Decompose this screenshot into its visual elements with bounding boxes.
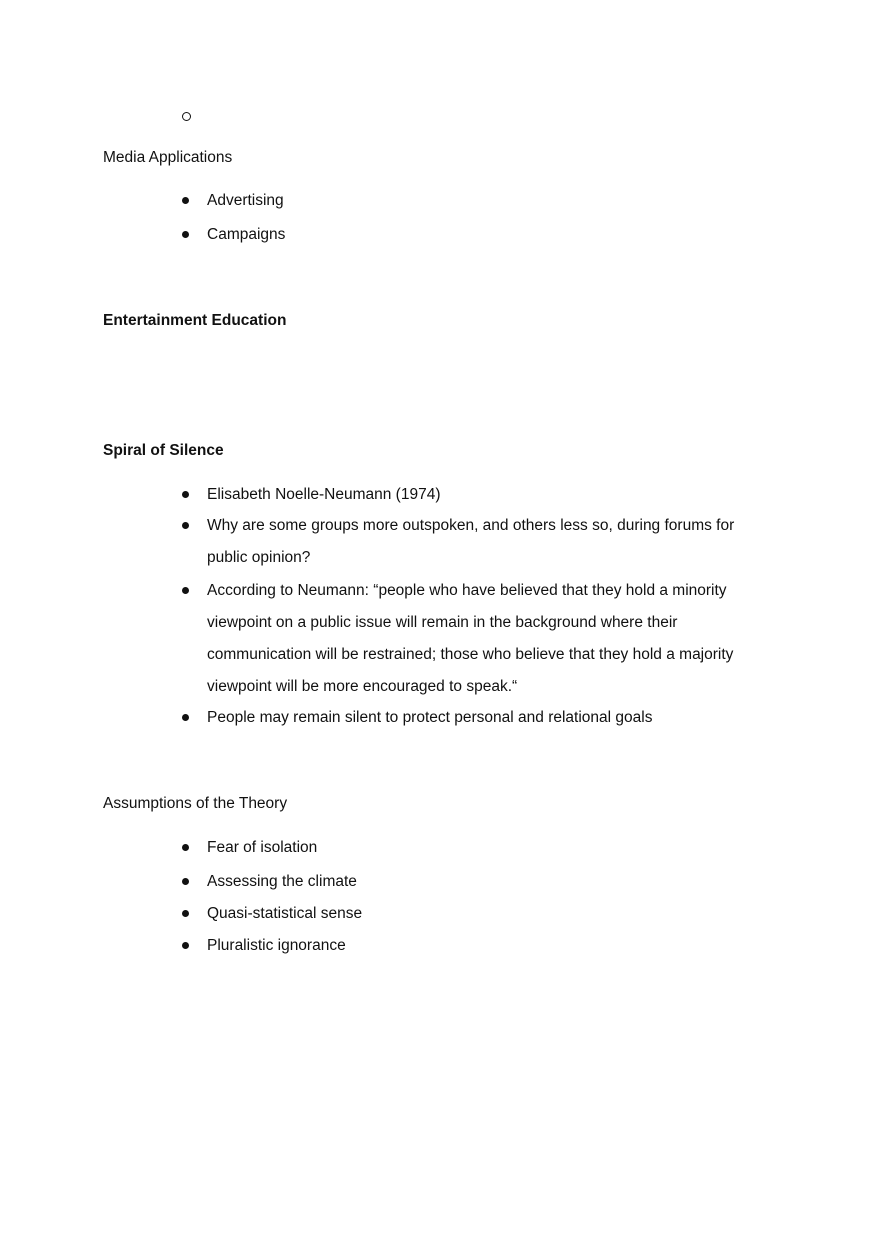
list-item: Advertising (207, 192, 284, 209)
bullet-icon (182, 942, 189, 949)
bullet-icon (182, 197, 189, 204)
list-item-continuation: viewpoint on a public issue will remain in the background where their (207, 614, 678, 631)
bullet-icon (182, 231, 189, 238)
list-item: Quasi-statistical sense (207, 905, 363, 922)
list-item-continuation: communication will be restrained; those who believe that they hold a majority (207, 646, 734, 663)
bullet-icon (182, 878, 189, 885)
section-heading-media-applications: Media Applications (103, 149, 233, 166)
bullet-icon (182, 587, 189, 594)
list-item: Pluralistic ignorance (207, 937, 346, 954)
bullet-icon (182, 522, 189, 529)
section-heading-assumptions: Assumptions of the Theory (103, 795, 288, 812)
section-heading-spiral-of-silence: Spiral of Silence (103, 442, 224, 459)
bullet-icon (182, 910, 189, 917)
bullet-icon (182, 714, 189, 721)
list-item: Fear of isolation (207, 839, 318, 856)
hollow-bullet-icon (182, 112, 191, 121)
list-item: Why are some groups more outspoken, and others less so, during forums for (207, 517, 735, 534)
list-item-continuation: viewpoint will be more encouraged to speak.“ (207, 678, 518, 695)
list-item-continuation: public opinion? (207, 549, 311, 566)
section-heading-entertainment-education: Entertainment Education (103, 312, 287, 329)
list-item: People may remain silent to protect personal and relational goals (207, 709, 653, 726)
bullet-icon (182, 844, 189, 851)
list-item: Assessing the climate (207, 873, 357, 890)
list-item: According to Neumann: “people who have believed that they hold a minority (207, 582, 727, 599)
list-item: Elisabeth Noelle-Neumann (1974) (207, 486, 441, 503)
list-item: Campaigns (207, 226, 286, 243)
bullet-icon (182, 491, 189, 498)
